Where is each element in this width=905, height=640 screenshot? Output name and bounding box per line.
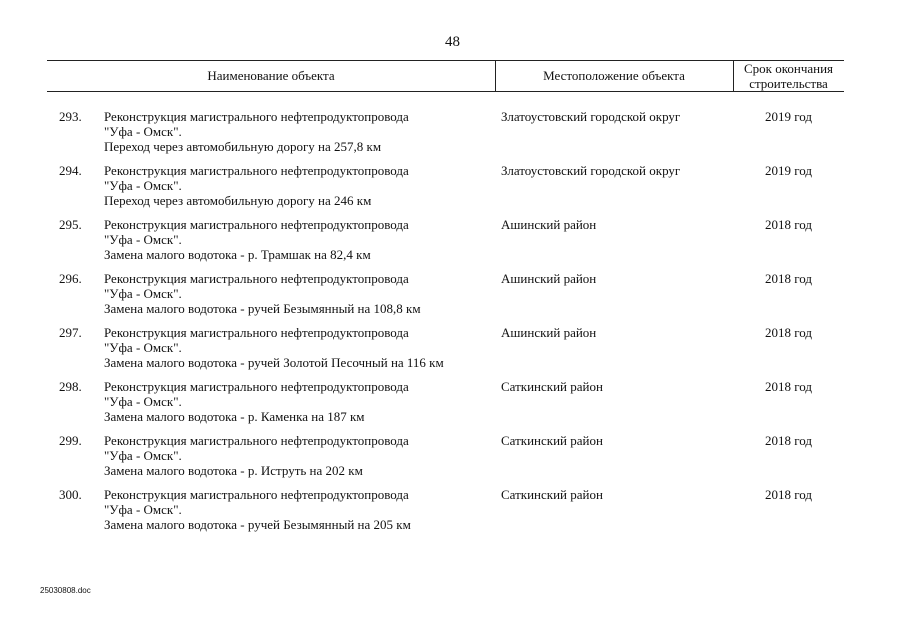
table-row <box>0 325 905 379</box>
table-row <box>0 433 905 487</box>
object-name <box>104 217 489 262</box>
table-row <box>0 379 905 433</box>
object-location: Саткинский район <box>501 379 603 394</box>
row-number: 296. <box>59 271 82 286</box>
object-name-line: Переход через автомобильную дорогу на 246 км <box>104 193 372 208</box>
object-name <box>104 433 489 478</box>
table-row <box>0 271 905 325</box>
header-bottom-rule <box>47 91 844 92</box>
object-name-line: Замена малого водотока - ручей Золотой Песочный на 116 км <box>104 355 444 370</box>
row-number: 294. <box>59 163 82 178</box>
object-name-line: "Уфа - Омск". <box>104 394 182 409</box>
page-number: 48 <box>445 34 460 50</box>
object-location: Саткинский район <box>501 487 603 502</box>
object-location: Ашинский район <box>501 271 597 286</box>
completion-date: 2018 год <box>765 487 812 502</box>
object-name-line: Замена малого водотока - ручей Безымянный на 205 км <box>104 517 411 532</box>
table-row <box>0 163 905 217</box>
object-location: Златоустовский городской округ <box>501 163 681 178</box>
table-row <box>0 487 905 541</box>
object-name <box>104 487 489 532</box>
footer-filename: 25030808.doc <box>40 586 91 595</box>
completion-date: 2018 год <box>765 379 812 394</box>
object-name-line: Реконструкция магистрального нефтепродуктопровода <box>104 163 409 178</box>
object-name-line: Реконструкция магистрального нефтепродуктопровода <box>104 487 409 502</box>
column-header-completion: Срок окончания строительства <box>743 60 834 91</box>
row-number: 297. <box>59 325 82 340</box>
object-name-line: "Уфа - Омск". <box>104 124 182 139</box>
object-name <box>104 271 489 316</box>
object-location: Саткинский район <box>501 433 603 448</box>
row-number: 299. <box>59 433 82 448</box>
object-location: Ашинский район <box>501 217 597 232</box>
table-row <box>0 109 905 163</box>
table-row <box>0 217 905 271</box>
table-body <box>0 109 905 541</box>
object-name-line: Реконструкция магистрального нефтепродуктопровода <box>104 379 409 394</box>
object-name-line: "Уфа - Омск". <box>104 178 182 193</box>
object-name <box>104 163 489 208</box>
object-name-line: "Уфа - Омск". <box>104 448 182 463</box>
object-location: Златоустовский городской округ <box>501 109 681 124</box>
object-name-line: Реконструкция магистрального нефтепродуктопровода <box>104 433 409 448</box>
completion-date: 2019 год <box>765 163 812 178</box>
object-name-line: "Уфа - Омск". <box>104 502 182 517</box>
object-location: Ашинский район <box>501 325 597 340</box>
column-header-location: Местоположение объекта <box>543 68 685 83</box>
object-name-line: Реконструкция магистрального нефтепродуктопровода <box>104 271 409 286</box>
row-number: 295. <box>59 217 82 232</box>
completion-date: 2018 год <box>765 433 812 448</box>
completion-date: 2018 год <box>765 217 812 232</box>
object-name-line: Замена малого водотока - ручей Безымянный на 108,8 км <box>104 301 421 316</box>
object-name-line: Замена малого водотока - р. Каменка на 187 км <box>104 409 365 424</box>
completion-date: 2019 год <box>765 109 812 124</box>
object-name-line: Реконструкция магистрального нефтепродуктопровода <box>104 217 409 232</box>
row-number: 293. <box>59 109 82 124</box>
row-number: 298. <box>59 379 82 394</box>
object-name-line: Реконструкция магистрального нефтепродуктопровода <box>104 325 409 340</box>
object-name <box>104 325 489 370</box>
object-name-line: "Уфа - Омск". <box>104 340 182 355</box>
completion-date: 2018 год <box>765 271 812 286</box>
object-name-line: Переход через автомобильную дорогу на 257,8 км <box>104 139 382 154</box>
completion-date: 2018 год <box>765 325 812 340</box>
object-name-line: Замена малого водотока - р. Иструть на 202 км <box>104 463 363 478</box>
object-name <box>104 109 489 154</box>
object-name-line: Замена малого водотока - р. Трамшак на 82,4 км <box>104 247 371 262</box>
object-name-line: Реконструкция магистрального нефтепродуктопровода <box>104 109 409 124</box>
row-number: 300. <box>59 487 82 502</box>
column-header-name: Наименование объекта <box>207 68 335 83</box>
object-name-line: "Уфа - Омск". <box>104 286 182 301</box>
object-name <box>104 379 489 424</box>
object-name-line: "Уфа - Омск". <box>104 232 182 247</box>
